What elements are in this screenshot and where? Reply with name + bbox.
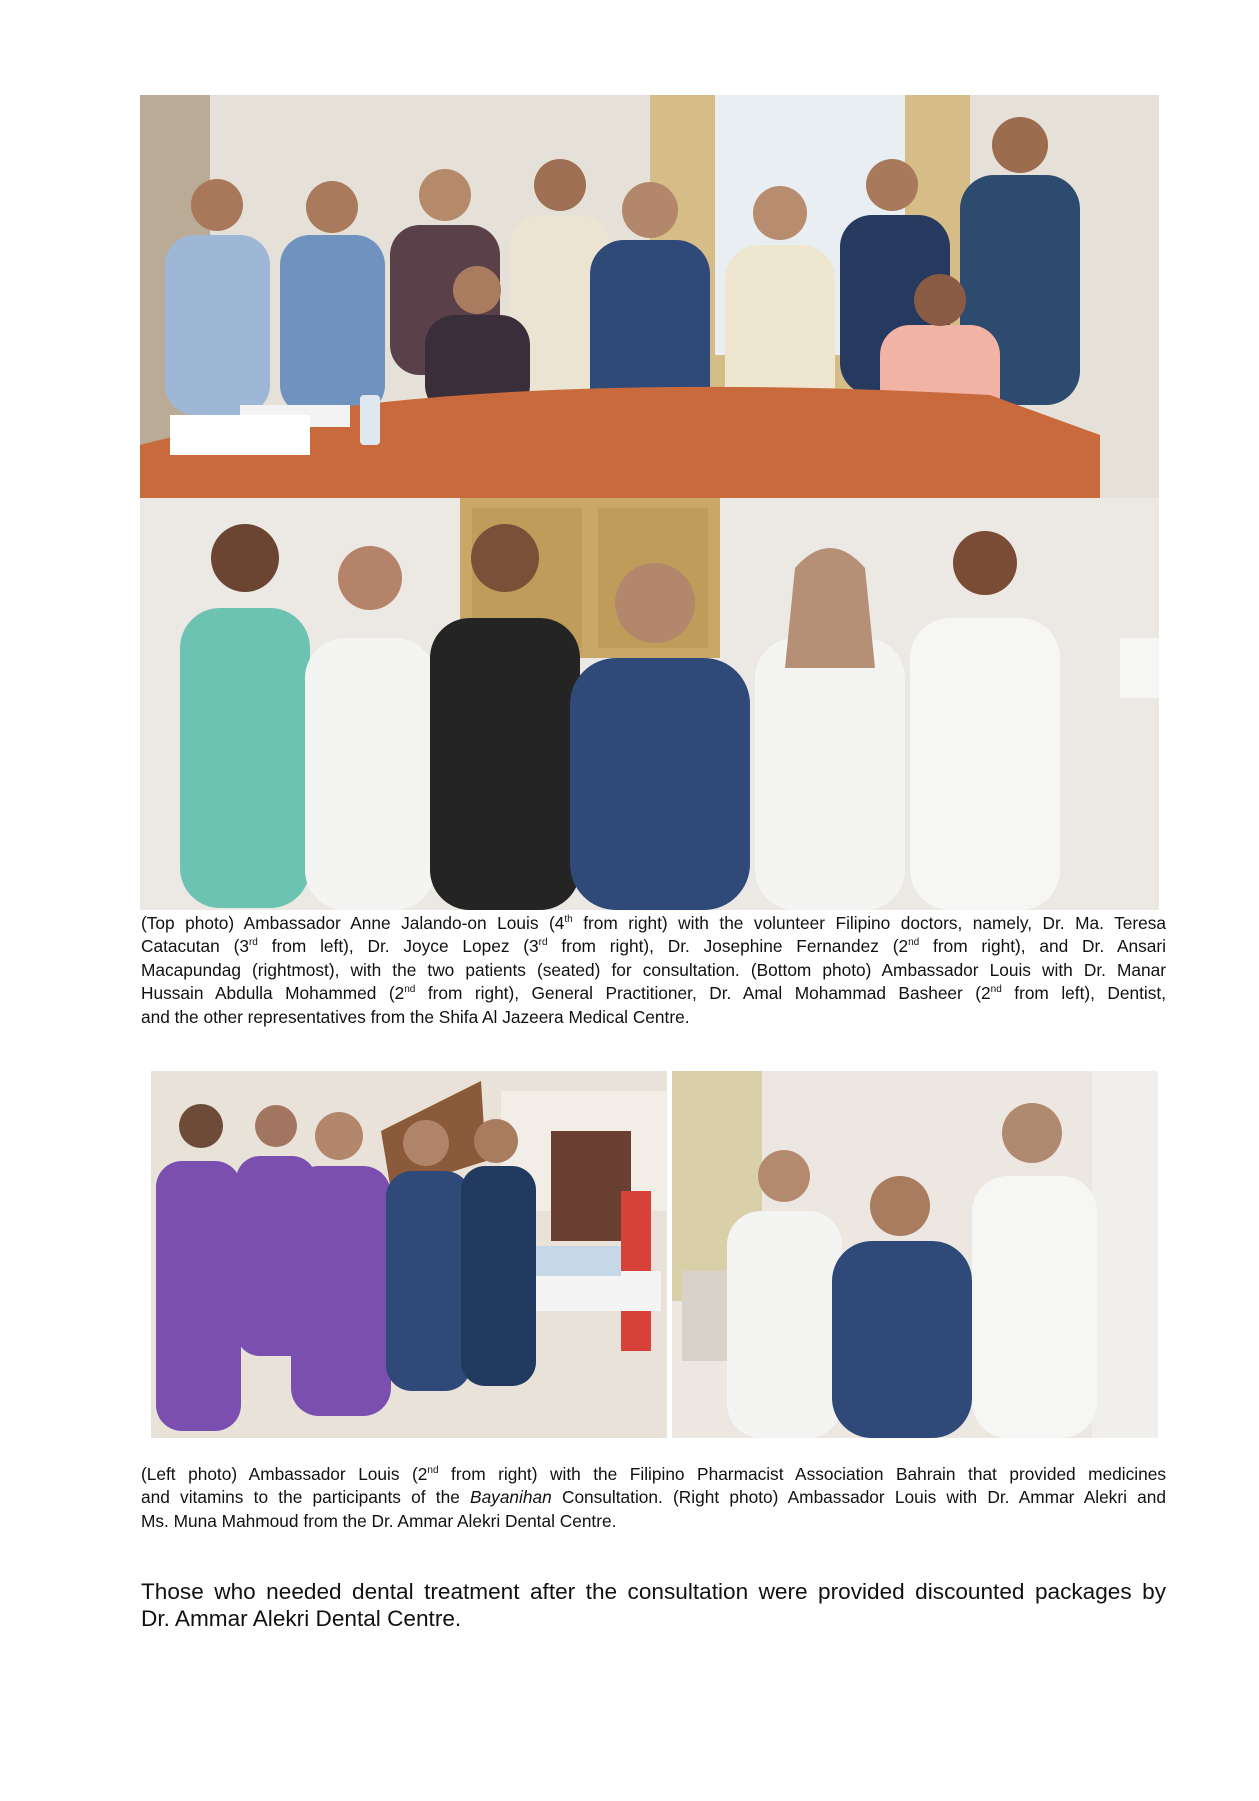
bottom-photo-image	[140, 498, 1159, 910]
caption-1-line-5: and the other representatives from the Shifa Al Jazeera Medical Centre.	[141, 1006, 690, 1027]
door	[551, 1131, 631, 1241]
right-photo	[672, 1071, 1158, 1438]
left-photo	[151, 1071, 667, 1438]
body-paragraph	[141, 1578, 1166, 1632]
caption-1-line-1: (Top photo) Ambassador Anne Jalando-on Louis (4th from right) with the volunteer Filipino doctors, namely, Dr. Ma. Teresa	[141, 913, 1166, 933]
caption-2-line-3: Ms. Muna Mahmoud from the Dr. Ammar Alekri Dental Centre.	[141, 1510, 617, 1531]
caption-2-line-1: (Left photo) Ambassador Louis (2nd from right) with the Filipino Pharmacist Association Bahrain that provided medicines	[141, 1464, 1166, 1484]
top-photos-caption	[141, 912, 1166, 1029]
caption-1-line-4: Hussain Abdulla Mohammed (2nd from right), General Practitioner, Dr. Amal Mohammad Basheer (2nd from left), Dentist,	[141, 983, 1166, 1004]
caption-2-line-2: and vitamins to the participants of the Bayanihan Consultation. (Right photo) Ambassador Louis with Dr. Ammar Alekri and	[141, 1487, 1166, 1508]
top-photo-image	[140, 95, 1159, 498]
body-line-1: Those who needed dental treatment after the consultation were provided discounted packages by	[141, 1579, 1166, 1604]
top-photo	[140, 95, 1159, 498]
caption-1-line-2: Catacutan (3rd from left), Dr. Joyce Lopez (3rd from right), Dr. Josephine Fernandez (2nd from right), and Dr. Ansari	[141, 936, 1166, 957]
body-line-2: Dr. Ammar Alekri Dental Centre.	[141, 1606, 462, 1631]
left-photo-image	[151, 1071, 667, 1438]
right-photo-image	[672, 1071, 1158, 1438]
bottom-photos-caption	[141, 1463, 1166, 1533]
bottom-photo	[140, 498, 1159, 910]
caption-1-line-3: Macapundag (rightmost), with the two patients (seated) for consultation. (Bottom photo) Ambassador Louis with Dr. Manar	[141, 959, 1166, 980]
